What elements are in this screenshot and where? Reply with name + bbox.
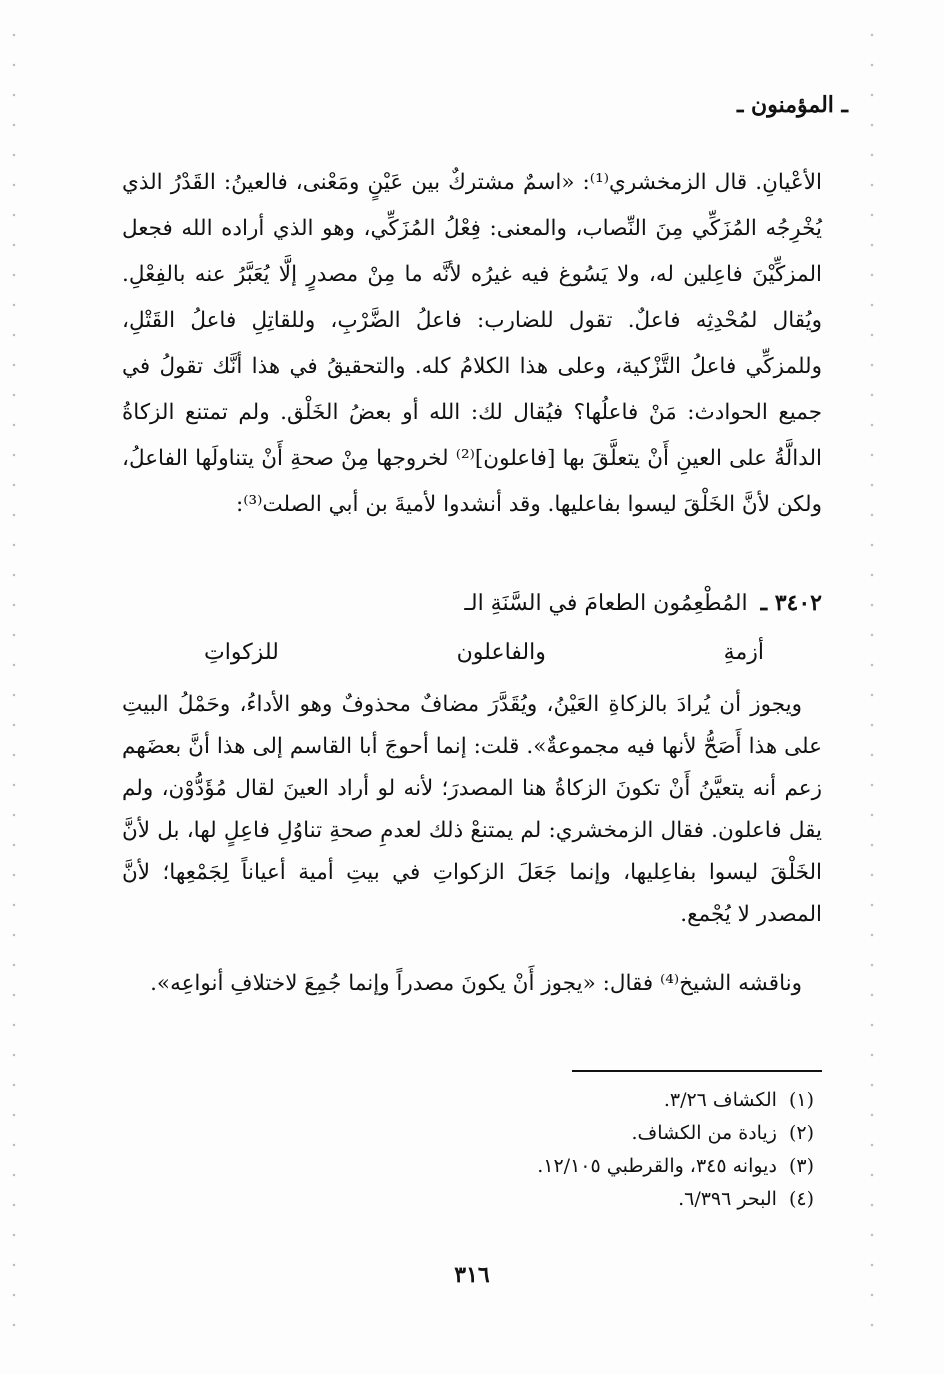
verse-hemistich-1: المُطْعِمُون الطعامَ في السَّنَةِ الـ — [464, 591, 748, 616]
verse-line-2 — [204, 630, 764, 676]
paragraph-2: ويجوز أن يُرادَ بالزكاةِ العَيْنُ، ويُقَدَّرَ مضافٌ محذوفٌ وهو الأداءُ، وحَمْلُ البيتِ على هذا أَصَحُّ لأنها فيه مجموعةٌ». قلت: إنما أحوجَ أبا القاسم إلى هذا أنَّ بعضَهم زعم أنه يتعيَّنُ أَنْ تكونَ الزكاةُ هنا المصدرَ؛ لأنه لو أراد العينَ لقال مُؤَدُّوْن، ولم يقل فاعلون. فقال الزمخشري: لم يمتنعْ ذلك لعدمِ صحةِ تناوُلِ فاعِلٍ لها، بل لأنَّ الخَلْقَ ليسوا بفاعِليها، وإنما جَعَلَ الزكواتِ في بيتِ أمية أعياناً لِجَمْعِها؛ لأنَّ المصدر لا يُجْمع. — [122, 692, 822, 927]
footnote-number: (١) — [788, 1089, 814, 1111]
footnotes — [164, 1084, 814, 1216]
footnote-number: (٤) — [788, 1188, 814, 1210]
main-text-block-1 — [122, 160, 822, 528]
page-number: ٣١٦ — [454, 1262, 490, 1288]
footnote-text: ديوانه ٣٤٥، والقرطبي ١٢/١٠٥. — [537, 1155, 777, 1177]
main-text-block-3 — [122, 962, 822, 1006]
verse-number: ٣٤٠٢ ـ — [760, 590, 822, 616]
footnote-number: (٣) — [788, 1155, 814, 1177]
paragraph-1: الأعْيانِ. قال الزمخشري⁽¹⁾: «اسمٌ مشتركٌ بين عَيْنٍ ومَعْنى، فالعينُ: القَدْرُ الذي يُخْرِجُه المُزَكِّي مِنَ النِّصاب، والمعنى: فِعْلُ المُزَكِّي، وهو الذي أراده الله فجعل المزكِّيْنَ فاعِلين له، ولا يَسُوغ فيه غيرُه لأنَّه ما مِنْ مصدرٍ إلَّا يُعَبَّرُ عنه بالفِعْلِ. ويُقال لمُحْدِثِه فاعلٌ. تقول للضارب: فاعلُ الضَّرْبِ، وللقاتِلِ فاعلُ القَتْلِ، وللمزكِّي فاعلُ التَّزْكية، وعلى هذا الكلامُ كله. والتحقيقُ في هذا أنَّك تقولُ في جميع الحوادث: مَنْ فاعلُها؟ فيُقال لك: الله أو بعضُ الخَلْق. ولم تمتنع الزكاةُ الدالَّةُ على العينِ أَنْ يتعلَّقَ بها [فاعلون]⁽²⁾ لخروجها مِنْ صحةِ أَنْ يتناولَها الفاعلُ، ولكن لأنَّ الخَلْقَ ليسوا بفاعليها. وقد أنشدوا لأميةَ بن أبي الصلت⁽³⁾: — [122, 170, 822, 517]
footnote-item — [164, 1084, 814, 1117]
footnote-item — [164, 1183, 814, 1216]
running-header: ـ المؤمنون ـ — [736, 92, 848, 118]
footnote-text: البحر ٦/٣٩٦. — [678, 1188, 777, 1210]
footnote-divider — [572, 1070, 822, 1072]
footnote-text: الكشاف ٣/٢٦. — [663, 1089, 777, 1111]
footnote-item — [164, 1117, 814, 1150]
scan-edge-dots-left — [12, 20, 16, 1350]
main-text-block-2 — [122, 684, 822, 936]
footnote-text: زيادة من الكشاف. — [631, 1122, 777, 1144]
footnote-item — [164, 1150, 814, 1183]
footnote-number: (٢) — [788, 1122, 814, 1144]
verse-word-b: والفاعلون — [456, 640, 546, 665]
verse-word-c: للزكواتِ — [204, 640, 279, 665]
verse-word-a: أزمةِ — [723, 640, 764, 665]
paragraph-3: وناقشه الشيخ⁽⁴⁾ فقال: «يجوز أَنْ يكونَ مصدراً وإنما جُمِعَ لاختلافِ أنواعِه». — [150, 971, 802, 996]
scan-edge-dots-right — [870, 20, 874, 1350]
verse-line-1 — [122, 580, 822, 627]
